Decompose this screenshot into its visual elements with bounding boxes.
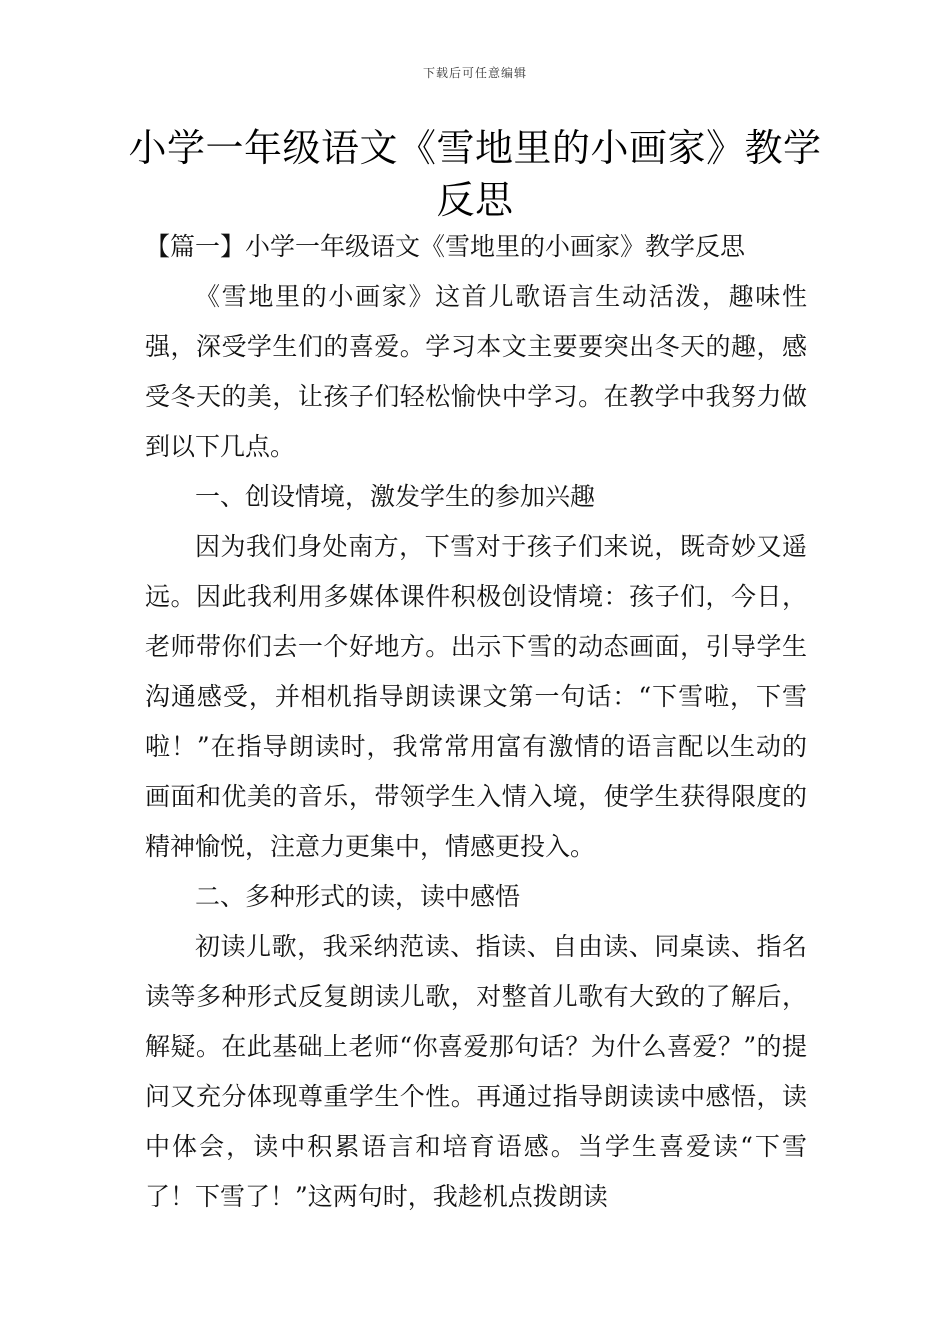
paragraph-point-one: 因为我们身处南方，下雪对于孩子们来说，既奇妙又遥远。因此我利用多媒体课件积极创设情境：孩子们，今日，老师带你们去一个好地方。出示下雪的动态画面，引导学生沟通感受，并相机指导朗读课文第一句话：“下雪啦，下雪啦！”在指导朗读时，我常常用富有激情的语言配以生动的画面和优美的音乐，带领学生入情入境，使学生获得限度的精神愉悦，注意力更集中，情感更投入。 bbox=[145, 532, 807, 861]
paragraph-point-two: 初读儿歌，我采纳范读、指读、自由读、同桌读、指名读等多种形式反复朗读儿歌，对整首儿歌有大致的了解后，解疑。在此基础上老师“你喜爱那句话？为什么喜爱？”的提问又充分体现尊重学生个性。再通过指导朗读读中感悟，读中体会，读中积累语言和培育语感。当学生喜爱读“下雪了！下雪了！”这两句时，我趁机点拨朗读 bbox=[145, 932, 807, 1211]
point-heading-two: 二、多种形式的读，读中感悟 bbox=[195, 882, 521, 911]
point-heading-one: 一、创设情境，激发学生的参加兴趣 bbox=[195, 482, 596, 511]
document-body bbox=[145, 222, 807, 1222]
section-heading-part-one: 【篇一】小学一年级语文《雪地里的小画家》教学反思 bbox=[145, 232, 746, 261]
paragraph-intro: 《雪地里的小画家》这首儿歌语言生动活泼，趣味性强，深受学生们的喜爱。学习本文主要要突出冬天的趣，感受冬天的美，让孩子们轻松愉快中学习。在教学中我努力做到以下几点。 bbox=[145, 282, 807, 461]
document-title: 小学一年级语文《雪地里的小画家》教学反思 bbox=[128, 126, 822, 222]
header-note: 下载后可任意编辑 bbox=[422, 66, 527, 80]
